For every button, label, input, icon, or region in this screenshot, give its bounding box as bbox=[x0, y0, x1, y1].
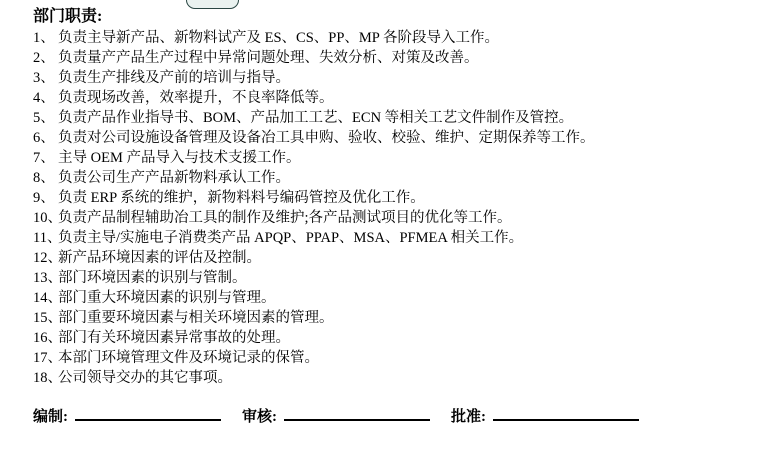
item-text: 负责主导新产品、新物料试产及 ES、CS、PP、MP 各阶段导入工作。 bbox=[58, 30, 499, 46]
item-text: 负责产品作业指导书、BOM、产品加工工艺、ECN 等相关工艺文件制作及管控。 bbox=[58, 110, 574, 126]
item-number: 11、 bbox=[33, 230, 62, 246]
item-text: 负责 ERP 系统的维护，新物料料号编码管控及优化工作。 bbox=[58, 190, 425, 206]
list-item bbox=[33, 368, 758, 388]
list-item bbox=[33, 88, 758, 108]
item-text: 部门重要环境因素与相关环境因素的管理。 bbox=[58, 310, 334, 326]
approved-by-label: 批准: bbox=[451, 409, 486, 425]
item-number: 3、 bbox=[33, 70, 55, 86]
item-number: 1、 bbox=[33, 30, 55, 46]
item-number: 6、 bbox=[33, 130, 55, 146]
approved-by-blank-line bbox=[493, 406, 639, 421]
reviewed-by-blank-line bbox=[284, 406, 430, 421]
list-item bbox=[33, 348, 758, 368]
item-text: 部门有关环境因素异常事故的处理。 bbox=[58, 330, 290, 346]
page-title: 部门职责: bbox=[33, 8, 103, 25]
list-item bbox=[33, 108, 758, 128]
list-item bbox=[33, 328, 758, 348]
item-text: 新产品环境因素的评估及控制。 bbox=[58, 250, 261, 266]
item-number: 14、 bbox=[33, 290, 62, 306]
item-number: 15、 bbox=[33, 310, 62, 326]
reviewed-by-field bbox=[242, 405, 430, 426]
item-number: 18、 bbox=[33, 370, 62, 386]
item-number: 12、 bbox=[33, 250, 62, 266]
prepared-by-blank-line bbox=[75, 406, 221, 421]
prepared-by-field bbox=[33, 405, 221, 426]
item-number: 7、 bbox=[33, 150, 55, 166]
list-item bbox=[33, 148, 758, 168]
item-number: 8、 bbox=[33, 170, 55, 186]
item-number: 10、 bbox=[33, 210, 62, 226]
list-item bbox=[33, 28, 758, 48]
item-text: 负责对公司设施设备管理及设备冶工具申购、验收、校验、维护、定期保养等工作。 bbox=[58, 130, 595, 146]
list-item bbox=[33, 168, 758, 188]
item-text: 本部门环境管理文件及环境记录的保管。 bbox=[58, 350, 319, 366]
list-item bbox=[33, 128, 758, 148]
item-text: 公司领导交办的其它事项。 bbox=[58, 370, 232, 386]
item-text: 负责主导/实施电子消费类产品 APQP、PPAP、MSA、PFMEA 相关工作。 bbox=[58, 230, 524, 246]
list-item bbox=[33, 228, 758, 248]
list-item bbox=[33, 268, 758, 288]
reviewed-by-label: 审核: bbox=[242, 409, 277, 425]
item-number: 16、 bbox=[33, 330, 62, 346]
prepared-by-label: 编制: bbox=[33, 409, 68, 425]
item-text: 负责公司生产产品新物料承认工作。 bbox=[58, 170, 290, 186]
item-number: 5、 bbox=[33, 110, 55, 126]
duty-list bbox=[33, 28, 758, 388]
list-item bbox=[33, 308, 758, 328]
list-item bbox=[33, 48, 758, 68]
item-text: 部门重大环境因素的识别与管理。 bbox=[58, 290, 276, 306]
item-number: 13、 bbox=[33, 270, 62, 286]
item-number: 4、 bbox=[33, 90, 55, 106]
list-item bbox=[33, 248, 758, 268]
item-text: 负责生产排线及产前的培训与指导。 bbox=[58, 70, 290, 86]
item-text: 部门环境因素的识别与管制。 bbox=[58, 270, 247, 286]
item-number: 9、 bbox=[33, 190, 55, 206]
approved-by-field bbox=[451, 405, 639, 426]
list-item bbox=[33, 68, 758, 88]
item-number: 2、 bbox=[33, 50, 55, 66]
signature-row bbox=[33, 405, 758, 426]
item-number: 17、 bbox=[33, 350, 62, 366]
item-text: 负责量产产品生产过程中异常问题处理、失效分析、对策及改善。 bbox=[58, 50, 479, 66]
list-item bbox=[33, 208, 758, 228]
item-text: 负责现场改善，效率提升，不良率降低等。 bbox=[58, 90, 334, 106]
rounded-shape-fragment bbox=[186, 0, 239, 9]
item-text: 主导 OEM 产品导入与技术支援工作。 bbox=[58, 150, 301, 166]
item-text: 负责产品制程辅助冶工具的制作及维护;各产品测试项目的优化等工作。 bbox=[58, 210, 512, 226]
list-item bbox=[33, 288, 758, 308]
list-item bbox=[33, 188, 758, 208]
